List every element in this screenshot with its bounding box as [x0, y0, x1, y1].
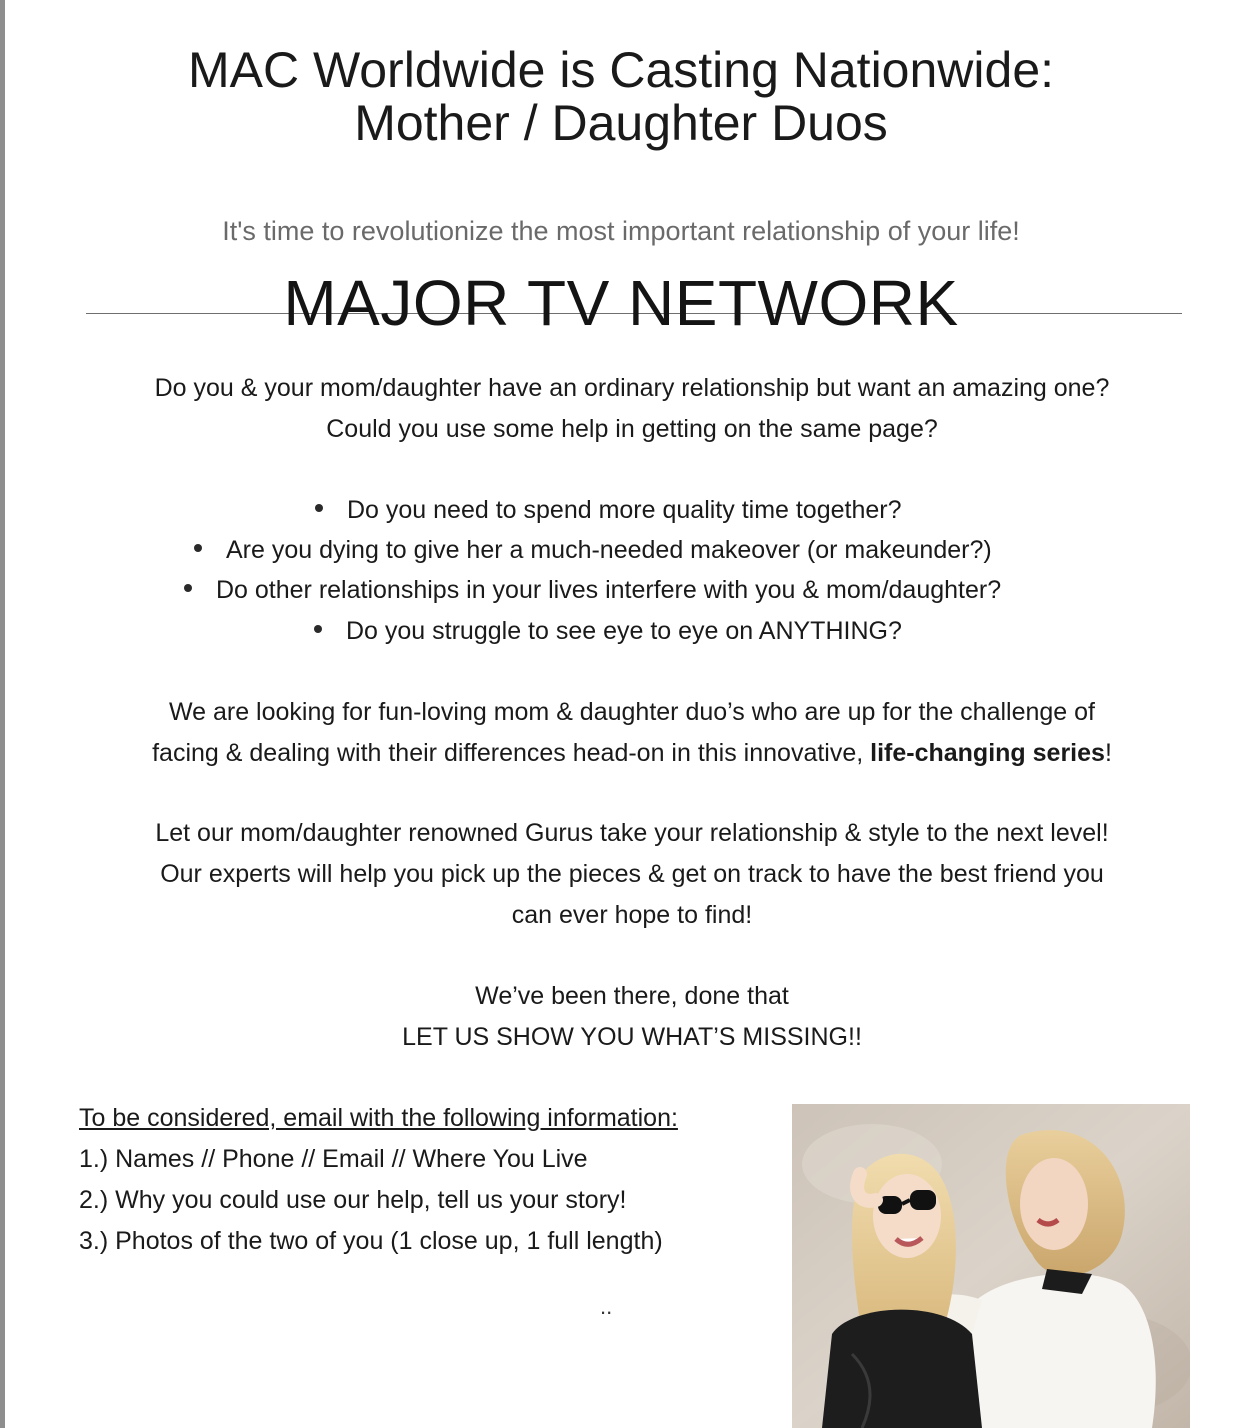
- intro-line-1: Do you & your mom/daughter have an ordinary relationship but want an amazing one?: [154, 374, 1110, 402]
- series-emphasis: life-changing series: [870, 739, 1105, 767]
- gurus-line-2: Our experts will help you pick up the pieces & get on track to have the best friend you: [160, 860, 1104, 888]
- gurus-line-1: Let our mom/daughter renowned Gurus take your relationship & style to the next level!: [155, 819, 1109, 847]
- mother-daughter-photo-illustration: [792, 1104, 1190, 1428]
- tagline: It's time to revolutionize the most important relationship of your life!: [222, 216, 1020, 246]
- bullet-text: Do other relationships in your lives interfere with you & mom/daughter?: [216, 576, 1002, 604]
- casting-title-line-2: Mother / Daughter Duos: [354, 95, 888, 151]
- application-heading: To be considered, email with the following information:: [79, 1104, 678, 1132]
- bullet-text: Do you struggle to see eye to eye on ANYTHING?: [346, 617, 902, 645]
- closing-line-1: We’ve been there, done that: [475, 982, 789, 1010]
- bullet-item: [315, 490, 902, 530]
- bullet-dot-icon: [314, 625, 322, 633]
- bullet-dot-icon: [315, 504, 323, 512]
- looking-for-line-2-end: !: [1104, 739, 1112, 767]
- application-item: 3.) Photos of the two of you (1 close up, 1 full length): [79, 1227, 663, 1255]
- intro-questions: [0, 368, 1242, 450]
- bullet-dot-icon: [184, 584, 192, 592]
- mother-daughter-photo: [792, 1104, 1190, 1428]
- closing-line-2: LET US SHOW YOU WHAT’S MISSING!!: [402, 1023, 862, 1051]
- application-instructions: [79, 1098, 678, 1262]
- bullet-text: Are you dying to give her a much-needed makeover (or makeunder?): [226, 536, 992, 564]
- stray-mark: ..: [600, 1294, 613, 1319]
- application-item: 2.) Why you could use our help, tell us your story!: [79, 1186, 627, 1214]
- bullet-text: Do you need to spend more quality time together?: [347, 496, 902, 524]
- bullet-item: [314, 611, 902, 651]
- network-heading: MAJOR TV NETWORK: [283, 267, 959, 339]
- looking-for-paragraph: [0, 692, 1242, 774]
- closing-message: [0, 976, 1242, 1058]
- gurus-line-3: can ever hope to find!: [511, 901, 753, 929]
- bullet-item: [184, 570, 1001, 610]
- intro-line-2: Could you use some help in getting on the same page?: [326, 415, 938, 443]
- bullet-item: [194, 530, 992, 570]
- looking-for-line-2-text: facing & dealing with their differences head-on in this innovative,: [152, 739, 871, 767]
- bullet-dot-icon: [194, 544, 202, 552]
- application-item: 1.) Names // Phone // Email // Where You Live: [79, 1145, 588, 1173]
- looking-for-line-2: [0, 733, 1242, 774]
- gurus-paragraph: [0, 813, 1242, 936]
- looking-for-line-1: We are looking for fun-loving mom & daughter duo’s who are up for the challenge of: [168, 698, 1095, 726]
- casting-title-line-1: MAC Worldwide is Casting Nationwide:: [187, 42, 1055, 98]
